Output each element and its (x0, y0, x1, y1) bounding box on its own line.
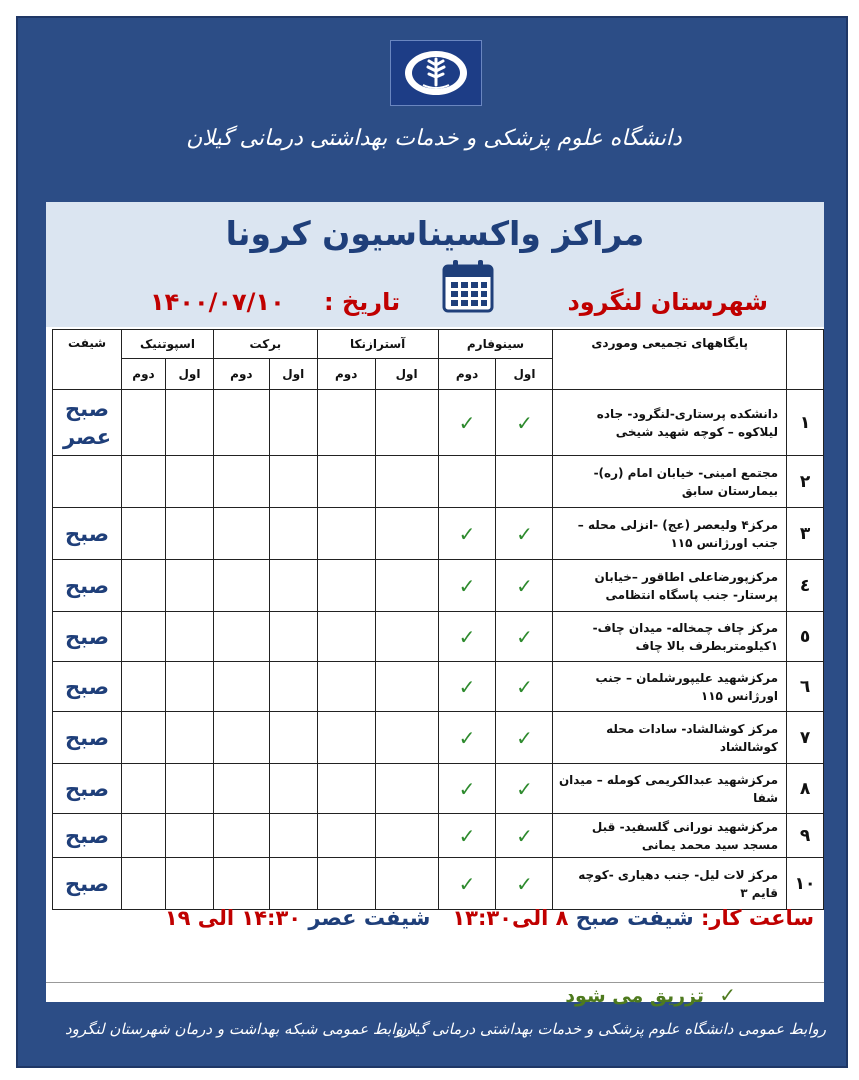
empty-cell (122, 712, 166, 764)
city-name: شهرستان لنگرود (567, 288, 768, 316)
sinopharm-check: ✓ (438, 612, 496, 662)
footer-network-pr: روابط عمومی شبکه بهداشت و درمان شهرستان لنگرود (64, 1020, 410, 1038)
center-name: دانشکده پرستاری-لنگرود- جاده لیلاکوه – کوچه شهید شیخی (553, 390, 787, 456)
table-row (53, 712, 824, 764)
empty-cell (269, 456, 317, 508)
title-band (46, 202, 824, 327)
empty-cell (213, 612, 269, 662)
center-name: مرکز لات لیل- جنب دهیاری -کوچه قایم ۳ (553, 858, 787, 910)
sinopharm-check: ✓ (496, 814, 553, 858)
empty-cell (269, 662, 317, 712)
shift-value (53, 456, 122, 508)
shift-value: صبح (53, 712, 122, 764)
sinopharm-check: ✓ (496, 712, 553, 764)
empty-cell (122, 764, 166, 814)
shift-value: صبح (53, 508, 122, 560)
morning-shift-time: ۸ الی۱۳:۳۰ (452, 906, 569, 930)
row-number: ۷ (787, 712, 824, 764)
empty-cell (165, 662, 213, 712)
checkmark-icon: ✓ (719, 983, 736, 1007)
shift-value: صبح (53, 662, 122, 712)
dose-first-header: اول (496, 359, 553, 390)
sinopharm-check: ✓ (438, 814, 496, 858)
center-name: مجتمع امینی- خیابان امام (ره)- بیمارستان سابق (553, 456, 787, 508)
empty-cell (165, 508, 213, 560)
sinopharm-check: ✓ (438, 764, 496, 814)
empty-cell (317, 612, 375, 662)
empty-cell (375, 560, 438, 612)
empty-cell (122, 662, 166, 712)
table-body (53, 330, 824, 910)
empty-cell (213, 456, 269, 508)
empty-cell (269, 764, 317, 814)
row-number: ٤ (787, 560, 824, 612)
row-number: ٥ (787, 612, 824, 662)
empty-cell (375, 508, 438, 560)
table-row (53, 764, 824, 814)
empty-cell (317, 390, 375, 456)
empty-cell (213, 712, 269, 764)
shift-value: صبح (53, 814, 122, 858)
shift-header: شیفت (53, 330, 122, 390)
empty-cell (317, 712, 375, 764)
empty-cell (122, 560, 166, 612)
shift-value: صبح (53, 764, 122, 814)
table-row (53, 612, 824, 662)
dose-first-header: اول (165, 359, 213, 390)
empty-cell (375, 456, 438, 508)
empty-cell (317, 508, 375, 560)
center-name: مرکزشهید عبدالکریمی کومله – میدان شفا (553, 764, 787, 814)
center-name: مرکزپورضاعلی اطاقور –خیابان پرستار- جنب پاسگاه انتظامی (553, 560, 787, 612)
empty-cell (122, 858, 166, 910)
dose-second-header: دوم (438, 359, 496, 390)
empty-cell (165, 764, 213, 814)
empty-cell (375, 858, 438, 910)
working-hours (46, 906, 814, 930)
empty-cell (165, 456, 213, 508)
center-name: مرکز کوشالشاد- سادات محله کوشالشاد (553, 712, 787, 764)
sinopharm-check: ✓ (496, 764, 553, 814)
table-header-row (53, 330, 824, 359)
center-name: مرکزشهید نورانی گلسفید- قبل مسجد سید محمد یمانی (553, 814, 787, 858)
sinopharm-check: ✓ (496, 858, 553, 910)
empty-cell (375, 390, 438, 456)
shift-value: صبح (53, 612, 122, 662)
dose-first-header: اول (269, 359, 317, 390)
emblem-graphic (401, 47, 471, 99)
row-number: ۹ (787, 814, 824, 858)
vaccine-header-barekat: برکت (213, 330, 317, 359)
vaccine-header-astrazeneca: آسترازنکا (317, 330, 438, 359)
sinopharm-check: ✓ (438, 508, 496, 560)
table-row (53, 390, 824, 456)
sinopharm-check: ✓ (438, 858, 496, 910)
empty-cell (269, 814, 317, 858)
empty-cell (375, 814, 438, 858)
vaccine-header-sputnik: اسپوتنیک (122, 330, 214, 359)
calendar-icon (442, 258, 494, 314)
empty-cell (317, 456, 375, 508)
sinopharm-check: ✓ (438, 712, 496, 764)
row-number: ۲ (787, 456, 824, 508)
university-emblem-icon (390, 40, 482, 106)
sinopharm-check: ✓ (496, 612, 553, 662)
empty-cell (122, 456, 166, 508)
sinopharm-check: ✓ (496, 662, 553, 712)
legend-text: تزریق می شود (565, 985, 704, 1007)
dose-second-header: دوم (317, 359, 375, 390)
table-row (53, 858, 824, 910)
empty-cell (269, 612, 317, 662)
empty-cell (317, 662, 375, 712)
empty-cell (213, 560, 269, 612)
sinopharm-check: ✓ (438, 560, 496, 612)
shift-value: صبح (53, 560, 122, 612)
dose-second-header: دوم (213, 359, 269, 390)
empty-cell (213, 814, 269, 858)
sinopharm-check: ✓ (496, 508, 553, 560)
vaccination-sheet (46, 202, 824, 1007)
empty-cell (165, 390, 213, 456)
empty-cell (317, 814, 375, 858)
shift-value: صبح عصر (53, 390, 122, 456)
empty-cell (122, 814, 166, 858)
empty-cell (438, 456, 496, 508)
empty-cell (269, 560, 317, 612)
sinopharm-check: ✓ (438, 662, 496, 712)
empty-cell (317, 858, 375, 910)
vaccination-centers-table (52, 329, 824, 910)
empty-cell (496, 456, 553, 508)
empty-cell (213, 858, 269, 910)
empty-cell (269, 712, 317, 764)
table-row (53, 456, 824, 508)
morning-shift-label: شیفت صبح (575, 906, 694, 930)
table-row (53, 662, 824, 712)
empty-cell (165, 712, 213, 764)
working-hours-label: ساعت کار: (700, 906, 814, 930)
table-row (53, 508, 824, 560)
empty-cell (213, 662, 269, 712)
evening-shift-time: ۱۴:۳۰ الی ۱۹ (164, 906, 302, 930)
empty-cell (165, 560, 213, 612)
empty-cell (375, 662, 438, 712)
empty-cell (269, 390, 317, 456)
page-title: مراکز واکسیناسیون کرونا (225, 214, 645, 253)
empty-cell (213, 764, 269, 814)
footer-university-pr: روابط عمومی دانشگاه علوم پزشکی و خدمات بهداشتی درمانی گیلان (395, 1020, 826, 1038)
row-number: ۳ (787, 508, 824, 560)
row-number: ٦ (787, 662, 824, 712)
empty-cell (317, 560, 375, 612)
empty-cell (213, 390, 269, 456)
sinopharm-check: ✓ (496, 560, 553, 612)
row-number: ۱۰ (787, 858, 824, 910)
dose-first-header: اول (375, 359, 438, 390)
sinopharm-check: ✓ (496, 390, 553, 456)
row-number: ۱ (787, 390, 824, 456)
center-name: مرکز۴ ولیعصر (عج) -انزلی محله – جنب اورژانس ۱۱۵ (553, 508, 787, 560)
date-value: ۱۴۰۰/۰۷/۱۰ (150, 288, 285, 316)
vaccine-header-sinopharm: سینوفارم (438, 330, 553, 359)
poster-frame (16, 16, 848, 1068)
university-name: دانشگاه علوم پزشکی و خدمات بهداشتی درمانی گیلان (186, 126, 682, 151)
empty-cell (122, 390, 166, 456)
dose-second-header: دوم (122, 359, 166, 390)
empty-cell (375, 764, 438, 814)
empty-cell (213, 508, 269, 560)
empty-cell (317, 764, 375, 814)
empty-cell (269, 508, 317, 560)
empty-cell (269, 858, 317, 910)
row-number: ۸ (787, 764, 824, 814)
center-header: پایگاههای تجمیعی وموردی (553, 330, 787, 390)
empty-cell (165, 814, 213, 858)
row-number-header (787, 330, 824, 390)
empty-cell (375, 612, 438, 662)
date-label: تاریخ : (324, 288, 401, 316)
shift-value: صبح (53, 858, 122, 910)
table-row (53, 814, 824, 858)
empty-cell (122, 508, 166, 560)
sinopharm-check: ✓ (438, 390, 496, 456)
legend (46, 982, 824, 1011)
empty-cell (375, 712, 438, 764)
table-row (53, 560, 824, 612)
empty-cell (122, 612, 166, 662)
center-name: مرکزشهید علیپورشلمان – جنب اورژانس ۱۱۵ (553, 662, 787, 712)
center-name: مرکز چاف چمخاله- میدان چاف- ۱کیلومتربطرف بالا چاف (553, 612, 787, 662)
empty-cell (165, 612, 213, 662)
empty-cell (165, 858, 213, 910)
evening-shift-label: شیفت عصر (308, 906, 431, 930)
